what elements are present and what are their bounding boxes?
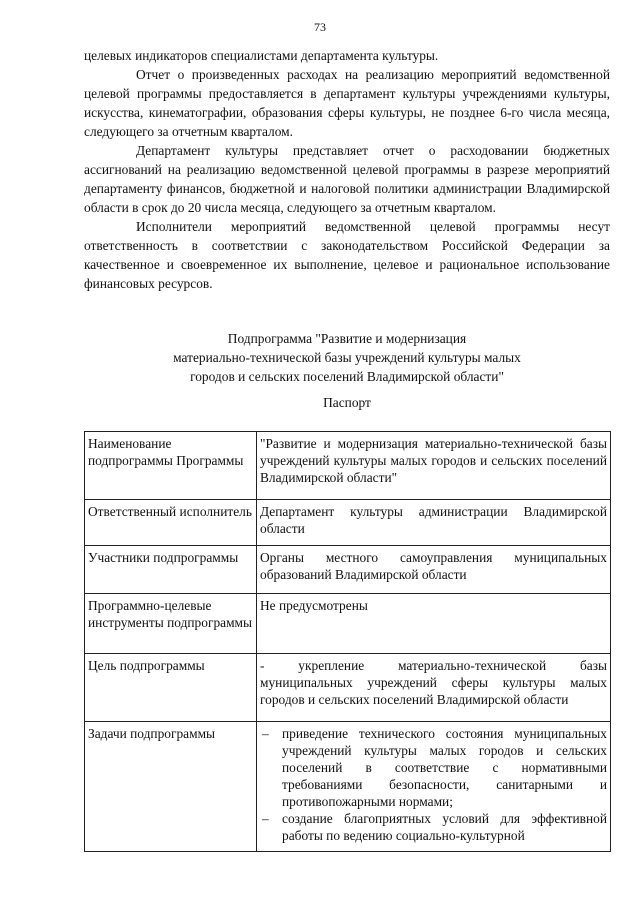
subprogram-title — [84, 329, 610, 386]
body-text — [84, 46, 610, 293]
passport-label: Ответственный исполнитель — [85, 500, 257, 546]
passport-row-goal — [85, 654, 611, 722]
passport-row-name — [85, 432, 611, 500]
passport-row-participants — [85, 546, 611, 594]
passport-value: Не предусмотрены — [257, 594, 611, 654]
passport-row-instruments — [85, 594, 611, 654]
paragraph-continuation: целевых индикаторов специалистами департамента культуры. — [84, 48, 439, 63]
paragraph-responsibility: Исполнители мероприятий ведомственной целевой программы несут ответственность в соответствии с законодательством Российской Федерации за качественное и своевременное их выполнение, целевое и рациональное использование финансовых ресурсов. — [84, 219, 610, 291]
passport-value: Органы местного самоуправления муниципальных образований Владимирской области — [257, 546, 611, 594]
subprogram-title-line-1: Подпрограмма "Развитие и модернизация — [227, 331, 467, 346]
page-number: 73 — [314, 20, 326, 34]
passport-label: Наименование подпрограммы Программы — [85, 432, 257, 500]
passport-label: Цель подпрограммы — [85, 654, 257, 722]
paragraph-report-expenses: Отчет о произведенных расходах на реализацию мероприятий ведомственной целевой программы предоставляется в департамент культуры учреждениями культуры, искусства, кинематографии, образования сферы культуры, не позднее 6-го числа месяца, следующего за отчетным кварталом. — [84, 67, 610, 139]
task-list — [260, 725, 607, 844]
passport-value: - укрепление материально-технической базы муниципальных учреждений сферы культуры малых городов и сельских поселений Владимирской области — [257, 654, 611, 722]
subprogram-title-line-3: городов и сельских поселений Владимирской области" — [190, 369, 504, 384]
passport-label: Задачи подпрограммы — [85, 722, 257, 852]
paragraph-report-budget: Департамент культуры представляет отчет о расходовании бюджетных ассигнований на реализацию ведомственной целевой программы в разрезе мероприятий департаменту финансов, бюджетной и налоговой политики администрации Владимирской области в срок до 20 числа месяца, следующего за отчетным кварталом. — [84, 143, 610, 215]
passport-row-responsible — [85, 500, 611, 546]
task-item: – создание благоприятных условий для эффективной работы по ведению социально-культурной — [260, 810, 607, 844]
passport-heading: Паспорт — [323, 395, 371, 410]
passport-value — [257, 722, 611, 852]
subprogram-title-line-2: материально-технической базы учреждений культуры малых — [173, 350, 521, 365]
passport-row-tasks — [85, 722, 611, 852]
task-item: – приведение технического состояния муниципальных учреждений культуры малых городов и сельских поселений в соответствие с нормативными требованиями безопасности, санитарными и противопожарными нормами; — [260, 725, 607, 810]
passport-value: "Развитие и модернизация материально-технической базы учреждений культуры малых городов и сельских поселений Владимирской области" — [257, 432, 611, 500]
passport-table — [84, 431, 611, 852]
passport-value: Департамент культуры администрации Владимирской области — [257, 500, 611, 546]
passport-label: Программно-целевые инструменты подпрограммы — [85, 594, 257, 654]
passport-label: Участники подпрограммы — [85, 546, 257, 594]
